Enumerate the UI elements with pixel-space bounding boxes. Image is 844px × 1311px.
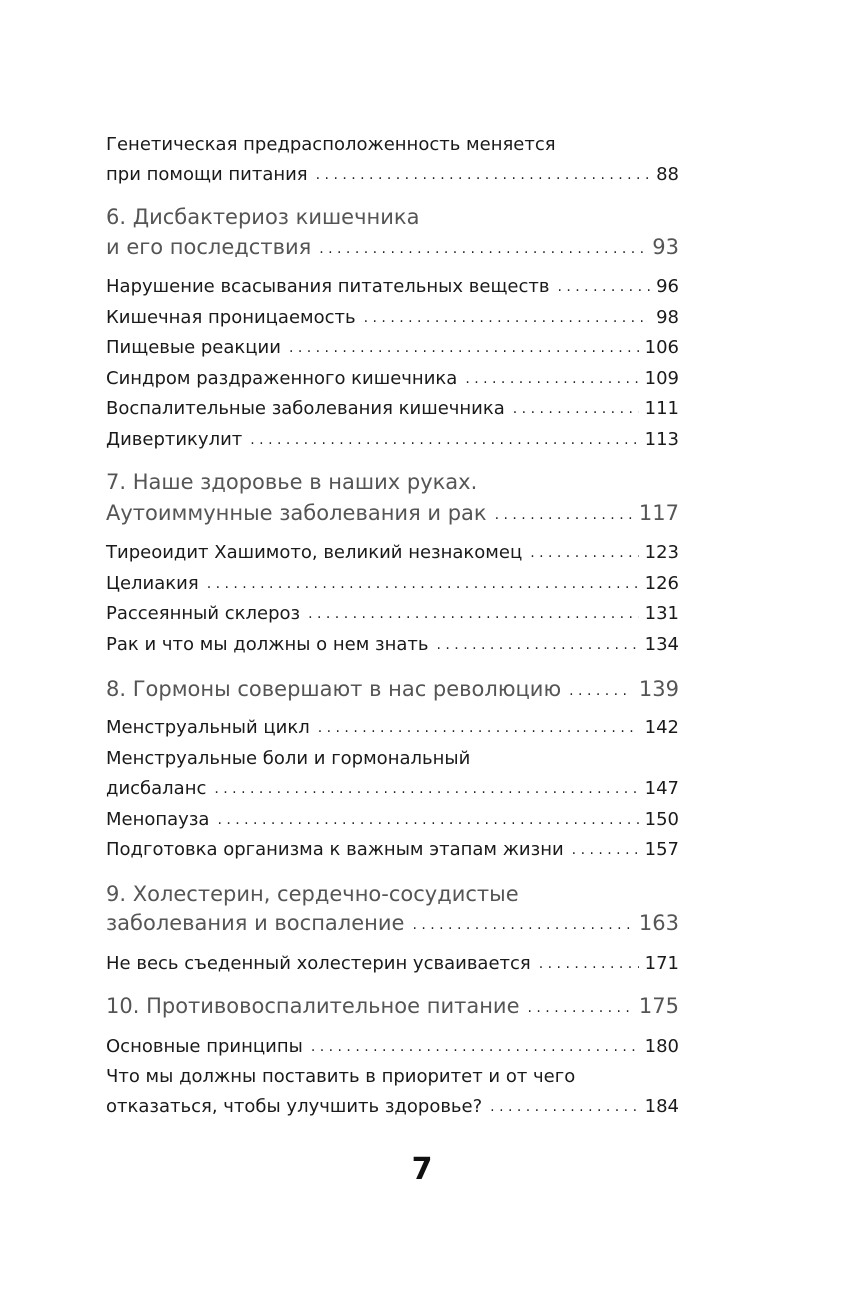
toc-page-number: 111	[644, 398, 679, 419]
chapter-title: Аутоиммунные заболевания и рак	[106, 501, 487, 525]
toc-entry-title: Синдром раздраженного кишечника	[106, 368, 458, 389]
chapter-page-number: 139	[638, 677, 679, 701]
chapter-page-number: 175	[638, 994, 679, 1018]
dot-leader	[311, 1039, 639, 1055]
dot-leader	[495, 507, 633, 523]
toc-page-number: 113	[644, 429, 679, 450]
toc-entry-title: Подготовка организма к важным этапам жизни	[106, 839, 564, 860]
toc-entry-title: Менструальные боли и гормональный	[106, 748, 471, 769]
toc-page-number: 98	[656, 307, 679, 328]
chapter-entry[interactable]	[106, 235, 679, 259]
toc-entry[interactable]	[106, 398, 679, 419]
dot-leader	[316, 167, 650, 183]
toc-entry-title: Основные принципы	[106, 1036, 303, 1057]
toc-page-number: 184	[644, 1096, 679, 1117]
dot-leader	[207, 576, 639, 592]
dot-leader	[530, 545, 638, 561]
toc-page-number: 134	[644, 634, 679, 655]
chapter-title: заболевания и воспаление	[106, 911, 405, 935]
toc-entry-title: Рассеянный склероз	[106, 603, 301, 624]
toc-entry[interactable]	[106, 953, 679, 974]
toc-entry[interactable]	[106, 839, 679, 860]
dot-leader	[319, 241, 646, 257]
dot-leader	[490, 1099, 638, 1115]
toc-page-number: 131	[644, 603, 679, 624]
toc-entry-title: Рак и что мы должны о нем знать	[106, 634, 429, 655]
chapter-entry[interactable]	[106, 994, 679, 1018]
toc-entry-title: Менструальный цикл	[106, 717, 310, 738]
dot-leader	[217, 812, 638, 828]
toc-entry-title: Нарушение всасывания питательных веществ	[106, 276, 550, 297]
toc-entry-title: Дивертикулит	[106, 429, 243, 450]
toc-entry[interactable]	[106, 573, 679, 594]
chapter-title: и его последствия	[106, 235, 312, 259]
toc-page-number: 142	[644, 717, 679, 738]
toc-entry-text	[106, 134, 679, 155]
toc-entry-title: дисбаланс	[106, 778, 207, 799]
toc-entry-title: Не весь съеденный холестерин усваивается	[106, 953, 531, 974]
toc-entry-title: Тиреоидит Хашимото, великий незнакомец	[106, 542, 523, 563]
toc-entry[interactable]	[106, 368, 679, 389]
dot-leader	[318, 720, 639, 736]
toc-entry[interactable]	[106, 429, 679, 450]
toc-page-number: 109	[644, 368, 679, 389]
toc-entry[interactable]	[106, 276, 679, 297]
toc-entry-title: при помощи питания	[106, 164, 308, 185]
toc-page-number: 106	[644, 337, 679, 358]
chapter-title: 9. Холестерин, сердечно-сосудистые	[106, 882, 519, 906]
toc-entry-title: Генетическая предрасположенность меняется	[106, 134, 556, 155]
chapter-title: 8. Гормоны совершают в нас революцию	[106, 677, 562, 701]
dot-leader	[539, 956, 639, 972]
toc-entry[interactable]	[106, 1036, 679, 1057]
dot-leader	[412, 917, 632, 933]
dot-leader	[308, 606, 639, 622]
toc-entry-text	[106, 1066, 679, 1087]
toc-page-number: 180	[644, 1036, 679, 1057]
dot-leader	[513, 401, 639, 417]
toc-entry-title: Целиакия	[106, 573, 199, 594]
dot-leader	[250, 432, 638, 448]
dot-leader	[528, 1000, 633, 1016]
toc-entry-title: Менопауза	[106, 809, 210, 830]
chapter-page-number: 163	[638, 911, 679, 935]
dot-leader	[465, 371, 638, 387]
dot-leader	[289, 340, 639, 356]
toc-page-number: 96	[656, 276, 679, 297]
toc-entry-title: отказаться, чтобы улучшить здоровье?	[106, 1096, 483, 1117]
dot-leader	[569, 683, 633, 699]
chapter-heading	[106, 205, 679, 229]
toc-entry-text	[106, 748, 679, 769]
toc-page-number: 88	[656, 164, 679, 185]
chapter-heading	[106, 882, 679, 906]
toc-entry[interactable]	[106, 603, 679, 624]
chapter-entry[interactable]	[106, 677, 679, 701]
chapter-entry[interactable]	[106, 911, 679, 935]
toc-page-number: 126	[644, 573, 679, 594]
toc-entry-title: Кишечная проницаемость	[106, 307, 356, 328]
toc-entry[interactable]	[106, 717, 679, 738]
toc-entry-title: Что мы должны поставить в приоритет и от чего	[106, 1066, 576, 1087]
toc-entry-title: Воспалительные заболевания кишечника	[106, 398, 505, 419]
toc-entry[interactable]	[106, 778, 679, 799]
toc-page-number: 150	[644, 809, 679, 830]
toc-entry[interactable]	[106, 307, 679, 328]
toc-page-number: 147	[644, 778, 679, 799]
toc-entry[interactable]	[106, 337, 679, 358]
chapter-title: 10. Противовоспалительное питание	[106, 994, 520, 1018]
page-number: 7	[411, 1152, 433, 1187]
toc-page-number: 157	[644, 839, 679, 860]
dot-leader	[214, 781, 638, 797]
toc-page-number: 123	[644, 542, 679, 563]
chapter-title: 7. Наше здоровье в наших руках.	[106, 470, 478, 494]
chapter-entry[interactable]	[106, 501, 679, 525]
toc-page-number: 171	[644, 953, 679, 974]
dot-leader	[437, 637, 639, 653]
chapter-page-number: 93	[652, 235, 679, 259]
toc-entry[interactable]	[106, 542, 679, 563]
toc-entry-title: Пищевые реакции	[106, 337, 281, 358]
chapter-page-number: 117	[638, 501, 679, 525]
toc-entry[interactable]	[106, 1096, 679, 1117]
toc-entry[interactable]	[106, 164, 679, 185]
chapter-heading	[106, 470, 679, 494]
dot-leader	[572, 842, 639, 858]
dot-leader	[364, 310, 650, 326]
toc-entry[interactable]	[106, 634, 679, 655]
toc-entry[interactable]	[106, 809, 679, 830]
dot-leader	[557, 279, 650, 295]
chapter-title: 6. Дисбактериоз кишечника	[106, 205, 420, 229]
